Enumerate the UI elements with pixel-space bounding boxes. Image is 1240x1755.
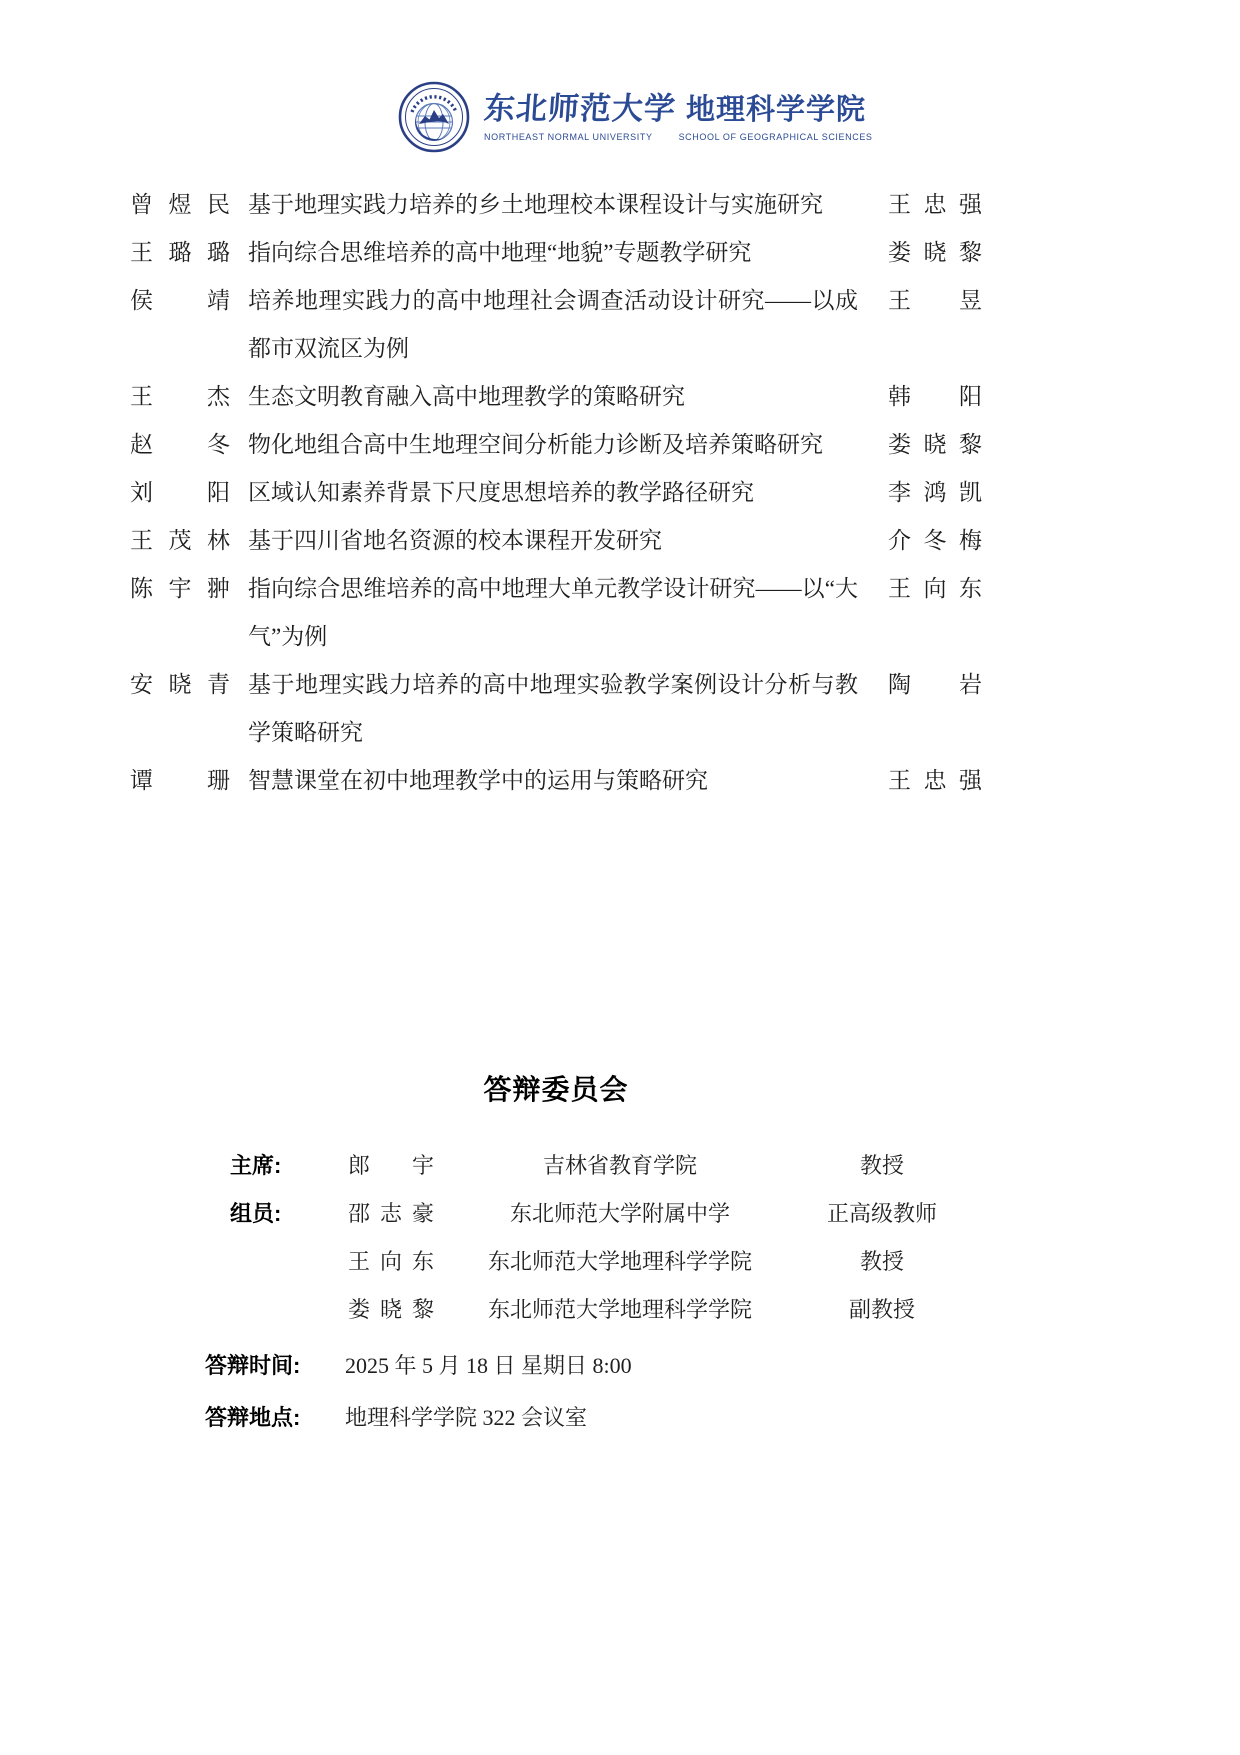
committee-member-row — [130, 1142, 982, 1190]
logo-text — [482, 90, 873, 142]
thesis-title: 基于地理实践力培养的高中地理实验教学案例设计分析与教学策略研究 — [248, 672, 858, 745]
student-name: 王杰 — [130, 384, 230, 409]
student-name: 安晓青 — [130, 672, 230, 697]
student-name: 侯靖 — [130, 288, 230, 313]
university-name-en: NORTHEAST NORMAL UNIVERSITY — [484, 131, 653, 142]
thesis-row — [130, 181, 982, 229]
member-name: 郎宇 — [348, 1153, 434, 1178]
member-institution: 东北师范大学地理科学学院 — [487, 1297, 752, 1322]
thesis-row — [130, 565, 982, 661]
advisor-name: 娄晓黎 — [888, 240, 982, 265]
advisor-name: 介冬梅 — [888, 528, 982, 553]
advisor-name: 王向东 — [888, 576, 982, 601]
student-name: 王茂林 — [130, 528, 230, 553]
thesis-row — [130, 469, 982, 517]
committee-member-row — [130, 1238, 982, 1286]
member-institution: 东北师范大学附属中学 — [509, 1201, 730, 1226]
thesis-row — [130, 421, 982, 469]
thesis-title: 基于四川省地名资源的校本课程开发研究 — [248, 528, 662, 553]
advisor-name: 王忠强 — [888, 768, 982, 793]
thesis-title: 培养地理实践力的高中地理社会调查活动设计研究——以成都市双流区为例 — [248, 288, 858, 361]
committee-member-row — [130, 1286, 982, 1334]
thesis-title: 生态文明教育融入高中地理教学的策略研究 — [248, 384, 685, 409]
thesis-title: 指向综合思维培养的高中地理大单元教学设计研究——以“大气”为例 — [248, 576, 858, 649]
member-name: 邵志豪 — [348, 1201, 434, 1226]
member-role-label — [230, 1286, 322, 1334]
thesis-row — [130, 229, 982, 277]
committee-heading: 答辩委员会 — [483, 1074, 629, 1105]
member-role-label — [230, 1238, 322, 1286]
advisor-name: 娄晓黎 — [888, 432, 982, 457]
thesis-title: 基于地理实践力培养的乡土地理校本课程设计与实施研究 — [248, 192, 823, 217]
university-name-cn: 东北师范大学 — [482, 90, 678, 126]
thesis-row — [130, 517, 982, 565]
thesis-row — [130, 661, 982, 757]
defense-place-row — [130, 1392, 982, 1444]
thesis-title: 指向综合思维培养的高中地理“地貌”专题教学研究 — [248, 240, 752, 265]
university-emblem-icon — [398, 80, 470, 154]
advisor-name: 陶岩 — [888, 672, 982, 697]
member-name: 娄晓黎 — [348, 1297, 434, 1322]
member-institution: 东北师范大学地理科学学院 — [487, 1249, 752, 1274]
thesis-row — [130, 373, 982, 421]
defense-place-value: 地理科学学院 322 会议室 — [345, 1405, 588, 1430]
advisor-name: 王忠强 — [888, 192, 982, 217]
student-name: 王璐璐 — [130, 240, 230, 265]
member-role-label: 组员: — [230, 1201, 282, 1226]
defense-time-value: 2025 年 5 月 18 日 星期日 8:00 — [345, 1353, 632, 1378]
member-title: 教授 — [859, 1153, 904, 1178]
committee-member-row — [130, 1190, 982, 1238]
thesis-row — [130, 757, 982, 805]
defense-time-row — [130, 1340, 982, 1392]
committee-member-list — [130, 1142, 982, 1334]
thesis-title: 物化地组合高中生地理空间分析能力诊断及培养策略研究 — [248, 432, 823, 457]
thesis-list — [130, 181, 982, 805]
advisor-name: 韩阳 — [888, 384, 982, 409]
member-title: 副教授 — [848, 1297, 915, 1322]
student-name: 赵冬 — [130, 432, 230, 457]
school-name-en: SCHOOL OF GEOGRAPHICAL SCIENCES — [678, 131, 873, 142]
student-name: 谭珊 — [130, 768, 230, 793]
thesis-title: 智慧课堂在初中地理教学中的运用与策略研究 — [248, 768, 708, 793]
committee-section — [130, 1068, 982, 1444]
student-name: 陈宇翀 — [130, 576, 230, 601]
thesis-row — [130, 277, 982, 373]
student-name: 曾煜民 — [130, 192, 230, 217]
advisor-name: 王昱 — [888, 288, 982, 313]
logo — [398, 80, 873, 154]
student-name: 刘阳 — [130, 480, 230, 505]
defense-place-label: 答辩地点: — [205, 1405, 301, 1430]
advisor-name: 李鸿凯 — [888, 480, 982, 505]
member-title: 正高级教师 — [826, 1201, 937, 1226]
member-role-label: 主席: — [230, 1153, 282, 1178]
member-name: 王向东 — [348, 1249, 434, 1274]
defense-time-label: 答辩时间: — [205, 1353, 301, 1378]
school-name-cn: 地理科学学院 — [686, 93, 867, 126]
thesis-title: 区域认知素养背景下尺度思想培养的教学路径研究 — [248, 480, 754, 505]
member-title: 教授 — [859, 1249, 904, 1274]
member-institution: 吉林省教育学院 — [542, 1153, 697, 1178]
